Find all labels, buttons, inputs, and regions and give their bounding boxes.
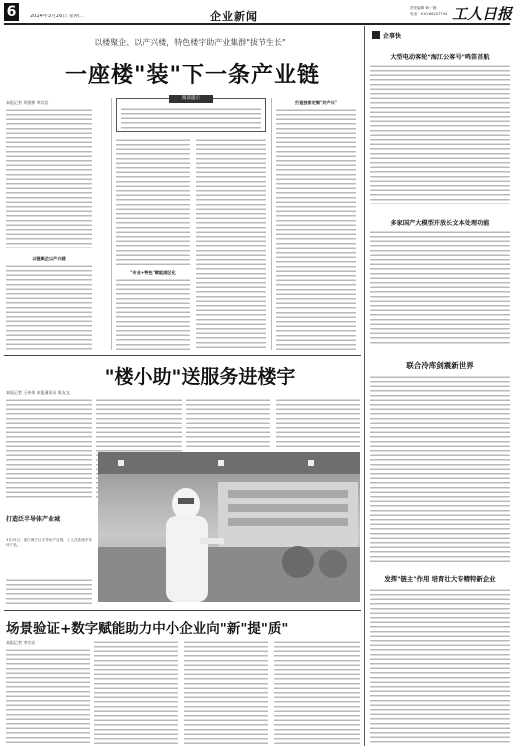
story3-column-2 <box>94 640 178 746</box>
masthead-rule <box>4 23 510 25</box>
page-number-badge <box>4 3 19 21</box>
reading-box <box>116 98 266 132</box>
lead-column-3 <box>196 138 266 350</box>
sidebar-text-2 <box>370 230 510 346</box>
photo-caption-title: 打造泛半导体产业城 <box>6 516 61 523</box>
editor-line: 责任编辑 韩一静 <box>410 6 437 10</box>
sidebar-label <box>372 30 401 40</box>
lead-column-1b <box>6 264 92 350</box>
story2-byline: 本报记者 王伟伟 本报通讯员 陈友文 <box>6 390 70 395</box>
story2-headline: "楼小助"送服务进楼宇 <box>104 366 296 388</box>
page-number: 6 <box>6 4 17 20</box>
story3-column-1 <box>6 648 90 746</box>
section-title: 企业新闻 <box>210 10 258 23</box>
sidebar-headline-3: 联合冷库剑震新世界 <box>406 361 474 370</box>
lead-column-1a <box>6 108 92 248</box>
sidebar-text-3 <box>370 375 510 563</box>
paper-title: 工人日报 <box>452 5 513 23</box>
reading-box-text <box>121 107 261 130</box>
story3-column-4 <box>274 640 360 746</box>
story2-column-5 <box>6 578 92 606</box>
lead-subhead-1: 以链聚企以产兴楼 <box>32 256 66 261</box>
lead-subhead-2: "专业+特色"赋能园区化 <box>130 270 176 275</box>
sidebar-headline-1: 大型电动客轮"海江公客号"鸣笛首航 <box>390 54 490 61</box>
photo-caption-text: 3月25日，浙江海宁泛半导体产业城，工人在处理半导体产品。 <box>6 538 92 547</box>
sidebar-label-text: 企事快 <box>383 32 402 40</box>
lead-byline: 本报记者 刘建彬 李宗岩 <box>6 100 49 105</box>
story2-column-4 <box>276 398 360 450</box>
story3-headline: 场景验证+数字赋能助力中小企业向"新"提"质" <box>6 621 289 637</box>
sidebar-label-icon <box>372 31 380 39</box>
sidebar-text-4 <box>370 588 510 746</box>
story3-byline: 本报记者 李宗岩 <box>6 640 36 645</box>
lead-column-2a <box>116 138 190 268</box>
lead-headline: 一座楼"装"下一条产业链 <box>65 63 320 88</box>
factory-photo <box>98 452 360 602</box>
story3-column-3 <box>184 640 268 746</box>
lead-subhead-3: 打造独家定制"共产兴" <box>294 100 338 105</box>
issue-date: 2024年3月26日 星期二 <box>30 14 84 19</box>
sidebar-headline-4: 发挥"链主"作用 培育壮大专精特新企业 <box>384 575 496 583</box>
section-divider <box>4 610 361 611</box>
reading-box-label: 阅读提示 <box>169 95 213 103</box>
lead-column-4 <box>276 108 356 350</box>
sidebar-headline-2: 多家国产大模型开放长文本处理功能 <box>390 220 490 227</box>
sidebar-divider <box>364 26 365 746</box>
sidebar-text-1 <box>370 64 510 204</box>
factory-photo-illustration <box>98 452 360 602</box>
story2-column-1 <box>6 398 92 498</box>
phone-line: 电话：010-68207734 <box>410 12 448 16</box>
lead-column-2b <box>116 278 190 350</box>
column-divider <box>271 98 272 350</box>
section-divider <box>4 355 361 356</box>
column-divider <box>111 98 112 350</box>
story2-column-3 <box>186 398 270 450</box>
lead-kicker: 以楼聚企、以产兴楼，特色楼宇助产业集群"拔节生长" <box>94 38 286 47</box>
